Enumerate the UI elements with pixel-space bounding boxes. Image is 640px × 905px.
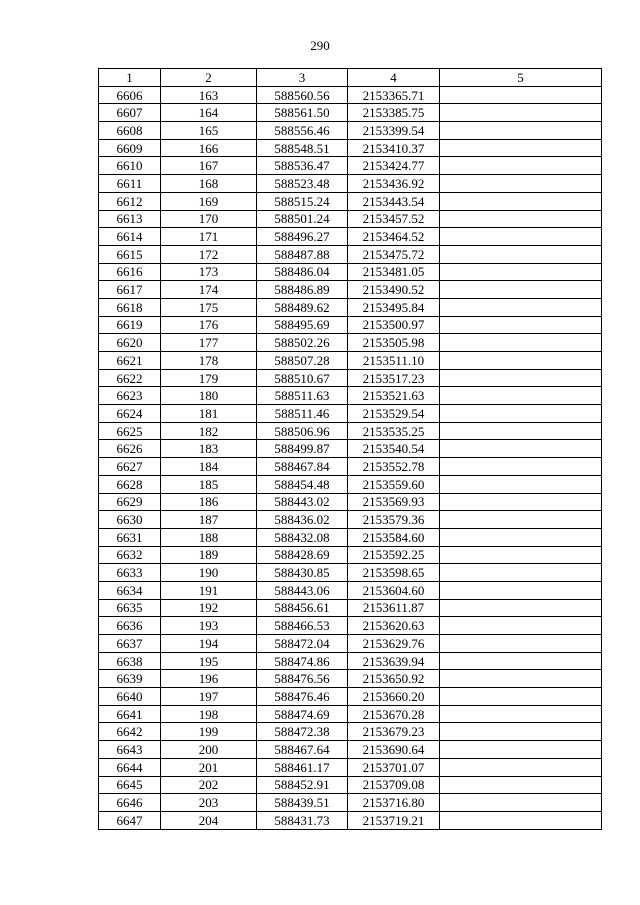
table-cell: 6641 (99, 705, 161, 723)
table-cell: 6644 (99, 758, 161, 776)
table-cell: 168 (161, 175, 257, 193)
table-cell (440, 122, 602, 140)
table-cell: 2153495.84 (348, 298, 440, 316)
table-cell: 182 (161, 422, 257, 440)
table-header-row (99, 69, 602, 87)
table-cell: 588515.24 (257, 192, 348, 210)
table-cell (440, 298, 602, 316)
table-row (99, 228, 602, 246)
table-cell: 173 (161, 263, 257, 281)
table-cell (440, 635, 602, 653)
table-row (99, 635, 602, 653)
table-cell: 588486.04 (257, 263, 348, 281)
table-cell: 6626 (99, 440, 161, 458)
table-cell (440, 352, 602, 370)
table-cell: 166 (161, 139, 257, 157)
table-row (99, 511, 602, 529)
table-cell (440, 811, 602, 829)
column-header: 1 (99, 69, 161, 87)
table-cell (440, 617, 602, 635)
table-cell: 2153592.25 (348, 546, 440, 564)
table-cell: 2153709.08 (348, 776, 440, 794)
table-row (99, 688, 602, 706)
table-cell (440, 652, 602, 670)
table-cell: 6642 (99, 723, 161, 741)
table-row (99, 422, 602, 440)
table-row (99, 564, 602, 582)
table-row (99, 298, 602, 316)
table-cell: 6643 (99, 741, 161, 759)
table-cell: 6609 (99, 139, 161, 157)
table-cell: 2153604.60 (348, 581, 440, 599)
table-cell: 2153529.54 (348, 405, 440, 423)
table-cell: 6617 (99, 281, 161, 299)
table-cell: 588436.02 (257, 511, 348, 529)
table-cell (440, 263, 602, 281)
table-cell (440, 458, 602, 476)
table-cell: 588476.46 (257, 688, 348, 706)
column-header: 3 (257, 69, 348, 87)
table-cell: 588511.46 (257, 405, 348, 423)
table-cell: 6631 (99, 528, 161, 546)
table-cell: 6638 (99, 652, 161, 670)
table-cell: 588467.84 (257, 458, 348, 476)
table-cell: 588467.64 (257, 741, 348, 759)
table-cell: 2153424.77 (348, 157, 440, 175)
table-cell: 6612 (99, 192, 161, 210)
table-cell: 2153690.64 (348, 741, 440, 759)
table-cell: 588536.47 (257, 157, 348, 175)
table-cell: 588556.46 (257, 122, 348, 140)
table-cell (440, 157, 602, 175)
table-cell (440, 228, 602, 246)
table-cell (440, 210, 602, 228)
table-cell: 2153410.37 (348, 139, 440, 157)
table-cell (440, 86, 602, 104)
table-cell (440, 192, 602, 210)
table-cell (440, 440, 602, 458)
table-cell: 163 (161, 86, 257, 104)
table-cell: 184 (161, 458, 257, 476)
table-cell: 2153552.78 (348, 458, 440, 476)
table-row (99, 776, 602, 794)
table-cell: 588452.91 (257, 776, 348, 794)
table-cell (440, 581, 602, 599)
table-cell: 2153716.80 (348, 794, 440, 812)
table-cell: 588507.28 (257, 352, 348, 370)
table-cell: 2153540.54 (348, 440, 440, 458)
table-cell: 183 (161, 440, 257, 458)
table-cell: 588472.04 (257, 635, 348, 653)
table-cell (440, 334, 602, 352)
table-cell: 2153511.10 (348, 352, 440, 370)
table-row (99, 811, 602, 829)
table-cell: 2153535.25 (348, 422, 440, 440)
table-cell: 198 (161, 705, 257, 723)
table-cell: 6645 (99, 776, 161, 794)
table-cell: 588454.48 (257, 475, 348, 493)
table-cell (440, 369, 602, 387)
table-cell (440, 599, 602, 617)
table-cell: 2153639.94 (348, 652, 440, 670)
table-cell (440, 245, 602, 263)
table-cell: 176 (161, 316, 257, 334)
table-cell: 2153598.65 (348, 564, 440, 582)
table-row (99, 122, 602, 140)
table-cell: 2153475.72 (348, 245, 440, 263)
table-cell: 2153457.52 (348, 210, 440, 228)
table-cell: 6616 (99, 263, 161, 281)
table-cell: 588510.67 (257, 369, 348, 387)
table-row (99, 723, 602, 741)
table-cell: 2153559.60 (348, 475, 440, 493)
table-row (99, 758, 602, 776)
table-cell: 179 (161, 369, 257, 387)
table-cell: 169 (161, 192, 257, 210)
table-cell: 171 (161, 228, 257, 246)
table-cell: 6633 (99, 564, 161, 582)
table-cell: 6611 (99, 175, 161, 193)
table-row (99, 652, 602, 670)
column-header: 2 (161, 69, 257, 87)
table-row (99, 475, 602, 493)
table-cell: 180 (161, 387, 257, 405)
table-cell: 2153365.71 (348, 86, 440, 104)
table-cell: 588486.89 (257, 281, 348, 299)
table-row (99, 352, 602, 370)
table-cell: 588456.61 (257, 599, 348, 617)
table-cell: 189 (161, 546, 257, 564)
table-cell (440, 316, 602, 334)
table-cell: 2153481.05 (348, 263, 440, 281)
table-cell: 204 (161, 811, 257, 829)
table-cell: 188 (161, 528, 257, 546)
table-cell: 165 (161, 122, 257, 140)
table-cell: 588428.69 (257, 546, 348, 564)
table-cell: 588466.53 (257, 617, 348, 635)
table-cell: 2153611.87 (348, 599, 440, 617)
table-cell (440, 794, 602, 812)
table-cell (440, 405, 602, 423)
table-cell (440, 493, 602, 511)
table-row (99, 281, 602, 299)
table-cell (440, 723, 602, 741)
table-cell (440, 670, 602, 688)
table-row (99, 334, 602, 352)
table-row (99, 104, 602, 122)
table-cell: 185 (161, 475, 257, 493)
table-cell: 6634 (99, 581, 161, 599)
table-row (99, 139, 602, 157)
table-cell (440, 528, 602, 546)
table-row (99, 245, 602, 263)
table-row (99, 741, 602, 759)
table-row (99, 369, 602, 387)
table-cell: 6646 (99, 794, 161, 812)
table-row (99, 86, 602, 104)
table-cell: 6630 (99, 511, 161, 529)
table-cell: 588476.56 (257, 670, 348, 688)
table-cell: 588439.51 (257, 794, 348, 812)
table-cell: 588561.50 (257, 104, 348, 122)
table-cell: 6619 (99, 316, 161, 334)
table-row (99, 705, 602, 723)
table-cell: 2153620.63 (348, 617, 440, 635)
table-cell: 588511.63 (257, 387, 348, 405)
table-cell: 2153490.52 (348, 281, 440, 299)
table-cell: 588474.69 (257, 705, 348, 723)
table-cell: 588496.27 (257, 228, 348, 246)
table-cell: 588499.87 (257, 440, 348, 458)
column-header: 5 (440, 69, 602, 87)
table-cell: 190 (161, 564, 257, 582)
table-cell: 6625 (99, 422, 161, 440)
table-cell: 6606 (99, 86, 161, 104)
table-cell: 2153569.93 (348, 493, 440, 511)
table-cell: 167 (161, 157, 257, 175)
table-cell: 200 (161, 741, 257, 759)
table-row (99, 670, 602, 688)
table-cell: 6608 (99, 122, 161, 140)
table-cell: 186 (161, 493, 257, 511)
table-cell: 6639 (99, 670, 161, 688)
table-row (99, 528, 602, 546)
table-row (99, 210, 602, 228)
table-cell: 588489.62 (257, 298, 348, 316)
table-cell (440, 776, 602, 794)
table-cell (440, 688, 602, 706)
table-row (99, 263, 602, 281)
table-cell: 6629 (99, 493, 161, 511)
table-row (99, 581, 602, 599)
table-cell: 6610 (99, 157, 161, 175)
table-cell: 2153505.98 (348, 334, 440, 352)
table-cell: 172 (161, 245, 257, 263)
table-cell: 6623 (99, 387, 161, 405)
table-cell: 202 (161, 776, 257, 794)
table-cell (440, 758, 602, 776)
table-cell: 6622 (99, 369, 161, 387)
table-cell: 2153650.92 (348, 670, 440, 688)
table-row (99, 157, 602, 175)
table-cell: 588523.48 (257, 175, 348, 193)
table-cell: 588432.08 (257, 528, 348, 546)
table-cell (440, 705, 602, 723)
table-cell: 588474.86 (257, 652, 348, 670)
table-cell: 2153399.54 (348, 122, 440, 140)
table-cell: 170 (161, 210, 257, 228)
table-row (99, 316, 602, 334)
table-cell: 588487.88 (257, 245, 348, 263)
table-cell: 588431.73 (257, 811, 348, 829)
table-cell: 2153719.21 (348, 811, 440, 829)
table-cell: 6640 (99, 688, 161, 706)
table-cell: 6627 (99, 458, 161, 476)
table-cell: 197 (161, 688, 257, 706)
table-row (99, 387, 602, 405)
table-cell: 2153436.92 (348, 175, 440, 193)
table-cell: 6628 (99, 475, 161, 493)
table-cell: 588443.02 (257, 493, 348, 511)
table-cell: 6620 (99, 334, 161, 352)
table-cell (440, 511, 602, 529)
table-cell: 6632 (99, 546, 161, 564)
page-number: 290 (310, 38, 330, 53)
table-cell: 6615 (99, 245, 161, 263)
table-cell: 6621 (99, 352, 161, 370)
table-cell: 588495.69 (257, 316, 348, 334)
table-cell: 177 (161, 334, 257, 352)
table-cell: 588501.24 (257, 210, 348, 228)
table-cell (440, 281, 602, 299)
table-cell: 164 (161, 104, 257, 122)
table-cell: 195 (161, 652, 257, 670)
coordinates-table (98, 68, 602, 830)
table-cell: 6647 (99, 811, 161, 829)
table-cell: 6613 (99, 210, 161, 228)
table-cell: 6635 (99, 599, 161, 617)
table-cell: 174 (161, 281, 257, 299)
table-cell: 196 (161, 670, 257, 688)
table-row (99, 405, 602, 423)
table-cell: 194 (161, 635, 257, 653)
table-cell: 201 (161, 758, 257, 776)
table-cell (440, 175, 602, 193)
table-cell: 2153464.52 (348, 228, 440, 246)
table-cell: 187 (161, 511, 257, 529)
table-cell: 192 (161, 599, 257, 617)
table-cell: 588506.96 (257, 422, 348, 440)
table-cell: 588560.56 (257, 86, 348, 104)
table-cell: 6624 (99, 405, 161, 423)
table-row (99, 546, 602, 564)
column-header: 4 (348, 69, 440, 87)
table-cell: 2153521.63 (348, 387, 440, 405)
table-row (99, 192, 602, 210)
table-cell: 588502.26 (257, 334, 348, 352)
table-cell: 2153584.60 (348, 528, 440, 546)
table-cell: 588430.85 (257, 564, 348, 582)
table-cell: 2153679.23 (348, 723, 440, 741)
table-cell: 6636 (99, 617, 161, 635)
table-cell: 588548.51 (257, 139, 348, 157)
table-cell (440, 564, 602, 582)
table-cell: 2153500.97 (348, 316, 440, 334)
table-cell: 2153517.23 (348, 369, 440, 387)
table-row (99, 493, 602, 511)
table-cell: 2153660.20 (348, 688, 440, 706)
table-cell: 2153579.36 (348, 511, 440, 529)
table-cell: 6607 (99, 104, 161, 122)
table-cell: 2153443.54 (348, 192, 440, 210)
table-row (99, 175, 602, 193)
table-cell (440, 422, 602, 440)
table-row (99, 599, 602, 617)
table-cell: 203 (161, 794, 257, 812)
table-cell: 175 (161, 298, 257, 316)
table-row (99, 617, 602, 635)
table-cell (440, 104, 602, 122)
table-row (99, 794, 602, 812)
table-cell: 2153701.07 (348, 758, 440, 776)
table-body (99, 86, 602, 829)
table-cell: 181 (161, 405, 257, 423)
table-cell (440, 139, 602, 157)
table-row (99, 458, 602, 476)
table-cell: 588472.38 (257, 723, 348, 741)
table-cell: 199 (161, 723, 257, 741)
table-row (99, 440, 602, 458)
table-cell: 588461.17 (257, 758, 348, 776)
table-cell (440, 387, 602, 405)
table-cell: 193 (161, 617, 257, 635)
table-cell: 6637 (99, 635, 161, 653)
table-cell: 191 (161, 581, 257, 599)
table-cell: 178 (161, 352, 257, 370)
table-cell: 6614 (99, 228, 161, 246)
table-cell: 2153385.75 (348, 104, 440, 122)
table-cell (440, 475, 602, 493)
table-cell: 2153629.76 (348, 635, 440, 653)
table-cell (440, 741, 602, 759)
table-cell (440, 546, 602, 564)
table-cell: 2153670.28 (348, 705, 440, 723)
table-cell: 6618 (99, 298, 161, 316)
table-cell: 588443.06 (257, 581, 348, 599)
